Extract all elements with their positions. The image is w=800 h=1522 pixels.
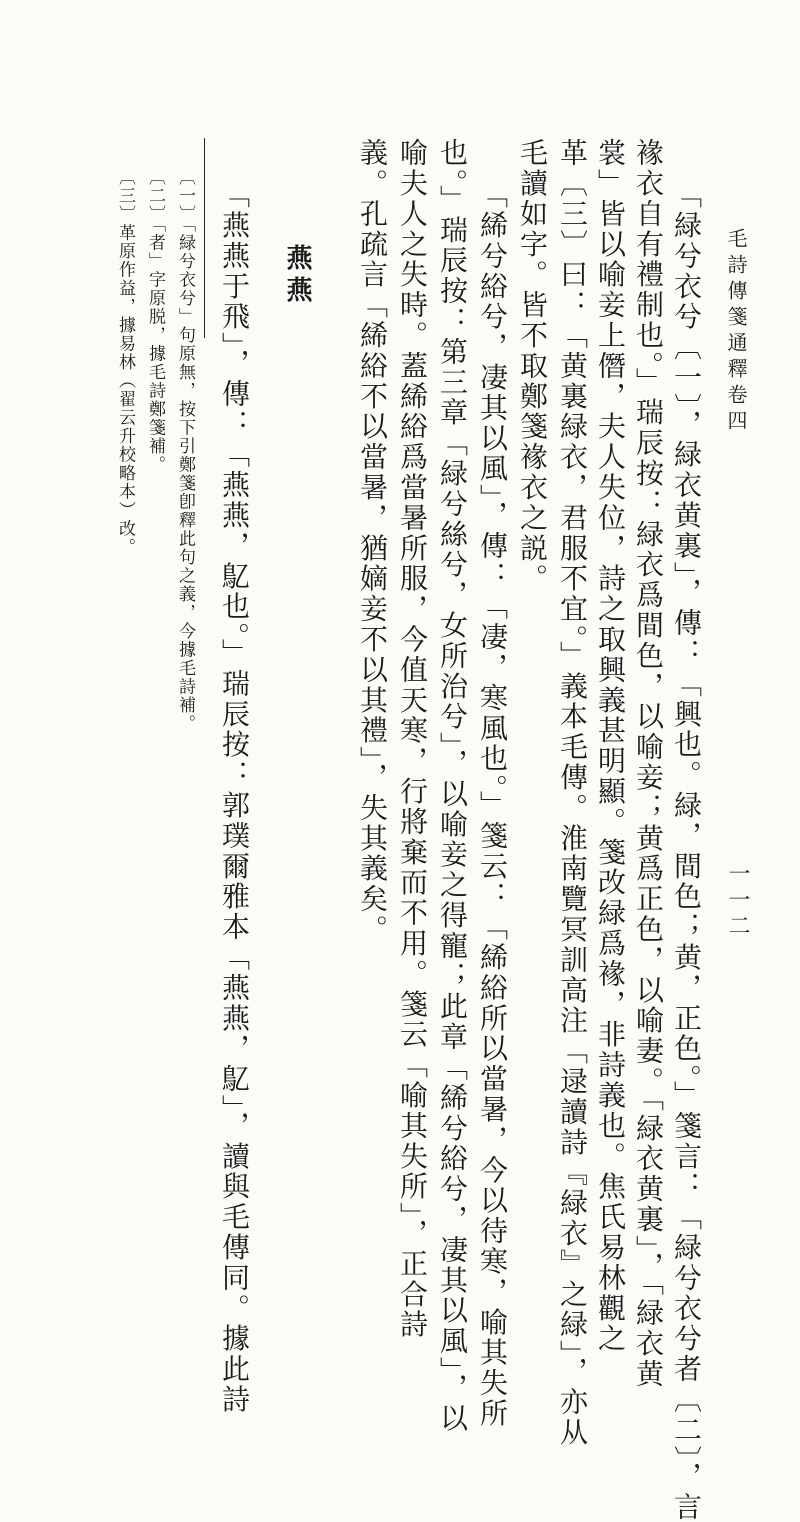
text-column: 喻夫人之失時。蓋絺綌爲當暑所服，今值天寒，行將棄而不用。箋云「喻其失所」，正合詩 [396, 138, 429, 1340]
footnote: 〔三〕革原作益，據易林（翟云升校略本）改。 [115, 168, 135, 557]
running-title: 毛詩傳箋通釋卷四 [724, 228, 748, 436]
footnote-divider [204, 138, 205, 338]
footnote: 〔二〕「者」字原脱，據毛詩鄭箋補。 [145, 168, 165, 474]
text-column: 「絺兮綌兮，凄其以風」，傳：「凄，寒風也。」箋云：「絺綌所以當暑，今以待寒，喻其失所 [476, 180, 509, 1429]
text-column: 革〔三〕曰：「黄裏緑衣，君服不宜。」義本毛傳。淮南覽冥訓高注「逯讀詩『緑衣』之緑」，亦从 [556, 138, 589, 1448]
footnote: 〔一〕「緑兮衣兮」句原無，按下引鄭箋卽釋此句之義，今據毛詩補。 [175, 168, 195, 733]
text-column: 也。」瑞辰按：第三章「緑兮絲兮，女所治兮」，以喻妾之得寵；此章「絺兮綌兮，凄其以風」，以 [436, 138, 469, 1434]
section-title: 燕燕 [282, 244, 312, 308]
text-column: 裳」皆以喻妾上僭，夫人失位，詩之取興義甚明顯。箋改緑爲褖，非詩義也。焦氏易林觀之 [594, 138, 627, 1354]
text-column: 「緑兮衣兮〔一〕，緑衣黄裏」，傳：「興也。緑，間色；黄，正色。」箋言：「緑兮衣兮者〔二〕，言 [670, 180, 703, 1522]
text-column: 褖衣自有禮制也。」瑞辰按：緑衣爲間色，以喻妾；黄爲正色，以喻妻。「緑衣黄裏」，「緑衣黄 [632, 138, 665, 1390]
text-column: 毛讀如字。皆不取鄭箋褖衣之説。 [516, 138, 549, 594]
page-number: 一一二 [725, 862, 750, 940]
section-text-column: 「燕燕于飛」，傳：「燕燕，鳦也。」瑞辰按：郭璞爾雅本「燕燕，鳦」，讀與毛傳同。據此詩 [218, 180, 251, 1415]
text-column: 義。孔疏言「絺綌不以當暑，猶嫡妾不以其禮」，失其義矣。 [356, 138, 389, 945]
